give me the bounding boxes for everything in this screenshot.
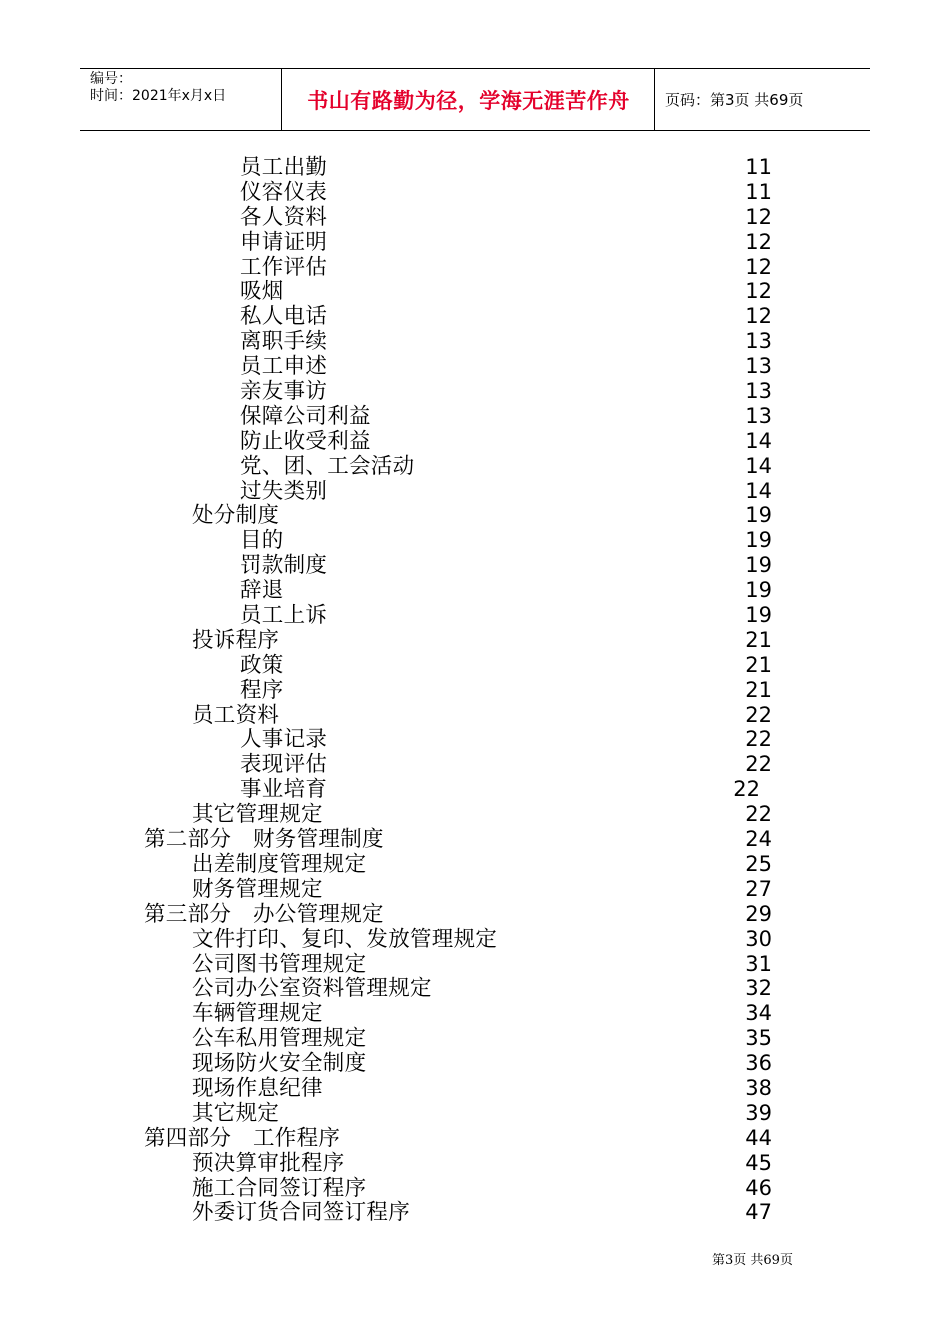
toc-entry-page: 11: [745, 155, 772, 179]
toc-entry-page: 27: [745, 876, 772, 901]
toc-entry-title: 程序: [240, 677, 284, 703]
toc-entry-title: 保障公司利益: [240, 403, 371, 429]
toc-entry-page: 21: [745, 627, 772, 652]
toc-entry-title: 第二部分 财务管理制度: [144, 827, 384, 853]
toc-entry[interactable]: [0, 1001, 950, 1026]
toc-entry[interactable]: [0, 703, 950, 728]
toc-entry-page: 39: [745, 1100, 772, 1125]
toc-entry-page: 46: [745, 1175, 772, 1200]
toc-entry[interactable]: [0, 329, 950, 354]
toc-entry-page: 30: [745, 926, 772, 951]
toc-entry-title: 防止收受利益: [240, 428, 371, 454]
toc-entry-page: 19: [745, 553, 772, 578]
toc-entry-title: 投诉程序: [192, 627, 280, 653]
toc-entry-title: 处分制度: [192, 503, 280, 529]
toc-entry[interactable]: [0, 952, 950, 977]
toc-entry-page: 36: [745, 1051, 772, 1076]
footer-page-number: 第3页 共69页: [712, 1253, 793, 1268]
toc-entry-title: 其它规定: [192, 1100, 280, 1126]
toc-entry[interactable]: [0, 752, 950, 777]
toc-entry-page: 22: [745, 702, 772, 727]
toc-entry-title: 各人资料: [240, 204, 328, 230]
toc-entry[interactable]: [0, 304, 950, 329]
toc-entry-title: 工作评估: [240, 254, 328, 280]
header-meta: [90, 71, 226, 105]
toc-entry-page: 22: [745, 727, 772, 752]
header-page-number: 页码：第3页 共69页: [665, 91, 804, 109]
toc-entry-title: 辞退: [240, 578, 284, 604]
header-motto: 书山有路勤为径，学海无涯苦作舟: [307, 88, 630, 113]
toc-entry-page: 44: [745, 1125, 772, 1150]
toc-entry-page: 12: [745, 204, 772, 229]
toc-entry-title: 第三部分 办公管理规定: [144, 901, 384, 927]
toc-entry[interactable]: [0, 230, 950, 255]
toc-entry[interactable]: [0, 628, 950, 653]
toc-entry-title: 公车私用管理规定: [192, 1026, 367, 1052]
toc-entry[interactable]: [0, 354, 950, 379]
document-number-label: 编号：: [90, 71, 132, 87]
toc-entry-page: 22: [745, 752, 772, 777]
toc-entry-page: 31: [745, 951, 772, 976]
toc-entry[interactable]: [0, 1126, 950, 1151]
toc-entry-page: 12: [745, 229, 772, 254]
toc-entry-title: 党、团、工会活动: [240, 453, 415, 479]
toc-entry[interactable]: [0, 927, 950, 952]
toc-entry[interactable]: [0, 1026, 950, 1051]
toc-entry[interactable]: [0, 802, 950, 827]
toc-entry-title: 车辆管理规定: [192, 1001, 323, 1027]
toc-entry-title: 公司办公室资料管理规定: [192, 976, 432, 1002]
toc-entry[interactable]: [0, 827, 950, 852]
toc-entry-page: 14: [745, 453, 772, 478]
toc-entry[interactable]: [0, 553, 950, 578]
document-date-label: 时间：2021年x月x日: [90, 88, 227, 104]
toc-entry-title: 公司图书管理规定: [192, 951, 367, 977]
toc-entry-title: 员工上诉: [240, 603, 328, 629]
toc-entry[interactable]: [0, 603, 950, 628]
toc-entry[interactable]: [0, 180, 950, 205]
toc-entry-title: 员工申述: [240, 354, 328, 380]
toc-entry-page: 19: [745, 603, 772, 628]
toc-entry-title: 预决算审批程序: [192, 1150, 345, 1176]
toc-entry[interactable]: [0, 877, 950, 902]
toc-entry-title: 人事记录: [240, 727, 328, 753]
toc-entry-page: 21: [745, 652, 772, 677]
toc-entry[interactable]: [0, 727, 950, 752]
toc-entry[interactable]: [0, 379, 950, 404]
toc-entry[interactable]: [0, 479, 950, 504]
toc-entry[interactable]: [0, 777, 950, 802]
toc-entry-page: 12: [745, 304, 772, 329]
toc-entry-title: 其它管理规定: [192, 802, 323, 828]
toc-entry[interactable]: [0, 1151, 950, 1176]
toc-entry-page: 45: [745, 1150, 772, 1175]
toc-entry-title: 出差制度管理规定: [192, 851, 367, 877]
toc-entry-title: 亲友事访: [240, 379, 328, 405]
toc-entry[interactable]: [0, 404, 950, 429]
toc-entry-page: 21: [745, 677, 772, 702]
toc-entry[interactable]: [0, 155, 950, 180]
toc-entry-title: 罚款制度: [240, 553, 328, 579]
toc-entry[interactable]: [0, 678, 950, 703]
table-of-contents: [0, 155, 950, 1225]
toc-entry[interactable]: [0, 1101, 950, 1126]
toc-entry-title: 文件打印、复印、发放管理规定: [192, 926, 498, 952]
toc-entry[interactable]: [0, 976, 950, 1001]
toc-entry[interactable]: [0, 528, 950, 553]
toc-entry-page: 13: [745, 329, 772, 354]
toc-entry-title: 施工合同签订程序: [192, 1175, 367, 1201]
toc-entry-page: 12: [745, 254, 772, 279]
toc-entry-title: 目的: [240, 528, 284, 554]
toc-entry-title: 吸烟: [240, 279, 284, 305]
toc-entry-page: 34: [745, 1001, 772, 1026]
toc-entry[interactable]: [0, 255, 950, 280]
toc-entry-page: 25: [745, 851, 772, 876]
toc-entry-title: 事业培育: [240, 777, 328, 803]
toc-entry-title: 财务管理规定: [192, 876, 323, 902]
toc-entry[interactable]: [0, 279, 950, 304]
toc-entry-page: 32: [745, 976, 772, 1001]
toc-entry[interactable]: [0, 653, 950, 678]
toc-entry[interactable]: [0, 852, 950, 877]
toc-entry-page: 11: [745, 179, 772, 204]
toc-entry-title: 表现评估: [240, 752, 328, 778]
toc-entry-title: 私人电话: [240, 304, 328, 330]
toc-entry-page: 12: [745, 279, 772, 304]
toc-entry-title: 现场防火安全制度: [192, 1051, 367, 1077]
toc-entry[interactable]: [0, 1176, 950, 1201]
toc-entry-page: 35: [745, 1026, 772, 1051]
toc-entry-page: 14: [745, 478, 772, 503]
toc-entry[interactable]: [0, 1076, 950, 1101]
toc-entry-title: 仪容仪表: [240, 179, 328, 205]
toc-entry-title: 过失类别: [240, 478, 328, 504]
toc-entry-title: 第四部分 工作程序: [144, 1125, 341, 1151]
toc-entry-page: 22: [745, 802, 772, 827]
toc-entry-page: 13: [745, 354, 772, 379]
toc-entry-page: 29: [745, 901, 772, 926]
page-header: [80, 68, 870, 131]
toc-entry-page: 19: [745, 528, 772, 553]
toc-entry-title: 外委订货合同签订程序: [192, 1200, 411, 1226]
toc-entry[interactable]: [0, 205, 950, 230]
toc-entry-title: 申请证明: [240, 229, 328, 255]
toc-entry[interactable]: [0, 503, 950, 528]
toc-entry-page: 22: [733, 777, 760, 802]
toc-entry-page: 13: [745, 403, 772, 428]
toc-entry-page: 47: [745, 1200, 772, 1225]
toc-entry[interactable]: [0, 578, 950, 603]
toc-entry[interactable]: [0, 1051, 950, 1076]
toc-entry-page: 24: [745, 827, 772, 852]
toc-entry[interactable]: [0, 454, 950, 479]
toc-entry[interactable]: [0, 902, 950, 927]
toc-entry-title: 现场作息纪律: [192, 1075, 323, 1101]
toc-entry-page: 19: [745, 578, 772, 603]
toc-entry-title: 离职手续: [240, 329, 328, 355]
toc-entry-page: 38: [745, 1075, 772, 1100]
toc-entry-title: 政策: [240, 652, 284, 678]
toc-entry-page: 13: [745, 379, 772, 404]
toc-entry[interactable]: [0, 1200, 950, 1225]
toc-entry-page: 19: [745, 503, 772, 528]
toc-entry-title: 员工资料: [192, 702, 280, 728]
toc-entry[interactable]: [0, 429, 950, 454]
toc-entry-page: 14: [745, 428, 772, 453]
toc-entry-title: 员工出勤: [240, 155, 328, 180]
